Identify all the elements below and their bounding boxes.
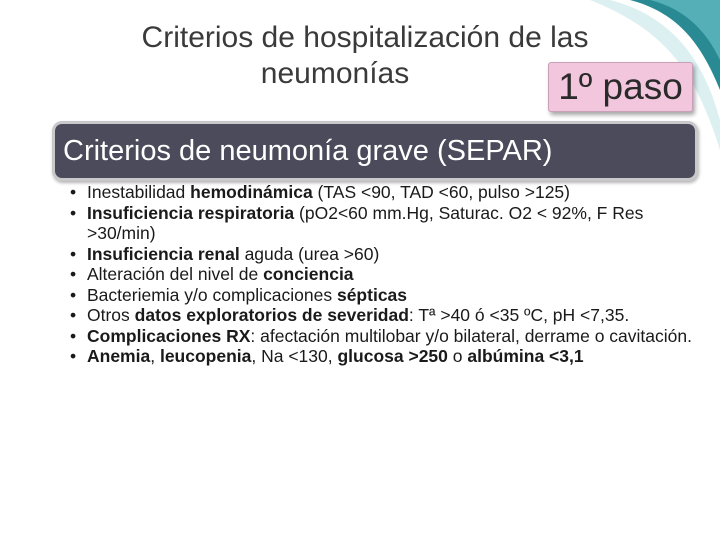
criteria-item [70, 264, 695, 285]
item-text-bold: 3,1 [559, 346, 584, 366]
section-banner: Criterios de neumonía grave (SEPAR) [52, 121, 698, 181]
item-text-bold: Complicaciones RX [87, 325, 251, 346]
step-badge: 1º paso [548, 62, 693, 112]
item-text-bold: datos exploratorios de severidad [134, 305, 409, 325]
item-text-bold: sépticas [336, 284, 408, 305]
item-text: : afectación multilobar y/o bilateral, derrame o cavitación. [250, 325, 692, 346]
item-text-bold: albúmina < [467, 346, 560, 366]
criteria-item [70, 182, 695, 203]
item-text: Bacteriemia y/o complicaciones [87, 284, 337, 305]
criteria-list [70, 182, 695, 367]
criteria-item [70, 326, 695, 347]
item-text: o [452, 346, 468, 366]
item-text: (TAS <90, TAD <60, pulso >125) [312, 182, 570, 202]
criteria-item [70, 203, 695, 244]
item-text: Alteración del nivel de [87, 264, 264, 284]
title-line-2: neumonías [260, 57, 410, 90]
item-text-bold: leucopenia [159, 346, 252, 366]
criteria-item [70, 244, 695, 265]
title-line-1: Criterios de hospitalización de las [141, 21, 589, 54]
item-text-bold: Anemia [87, 346, 151, 366]
item-text-bold: 250 [418, 346, 453, 366]
item-text: , [150, 346, 160, 366]
item-text-bold: hemodinámica [190, 182, 313, 202]
item-text: aguda (urea >60) [239, 243, 380, 264]
item-text: : Tª >40 ó <35 ºC, pH <7,35. [408, 305, 630, 325]
criteria-item [70, 285, 695, 306]
criteria-item [70, 346, 695, 367]
item-text-bold: conciencia [263, 264, 354, 284]
item-text-bold: Insuficiencia renal [87, 243, 240, 264]
item-text: (pO2<60 mm.Hg, Saturac. O2 < 92%, F Res >30/min) [87, 202, 644, 243]
item-text-bold: Insuficiencia respiratoria [87, 202, 295, 223]
criteria-item [70, 305, 695, 326]
item-text: Inestabilidad [87, 182, 191, 202]
item-text-bold: glucosa > [337, 346, 419, 366]
item-text: Otros [87, 305, 135, 325]
item-text: , Na <130, [251, 346, 338, 366]
